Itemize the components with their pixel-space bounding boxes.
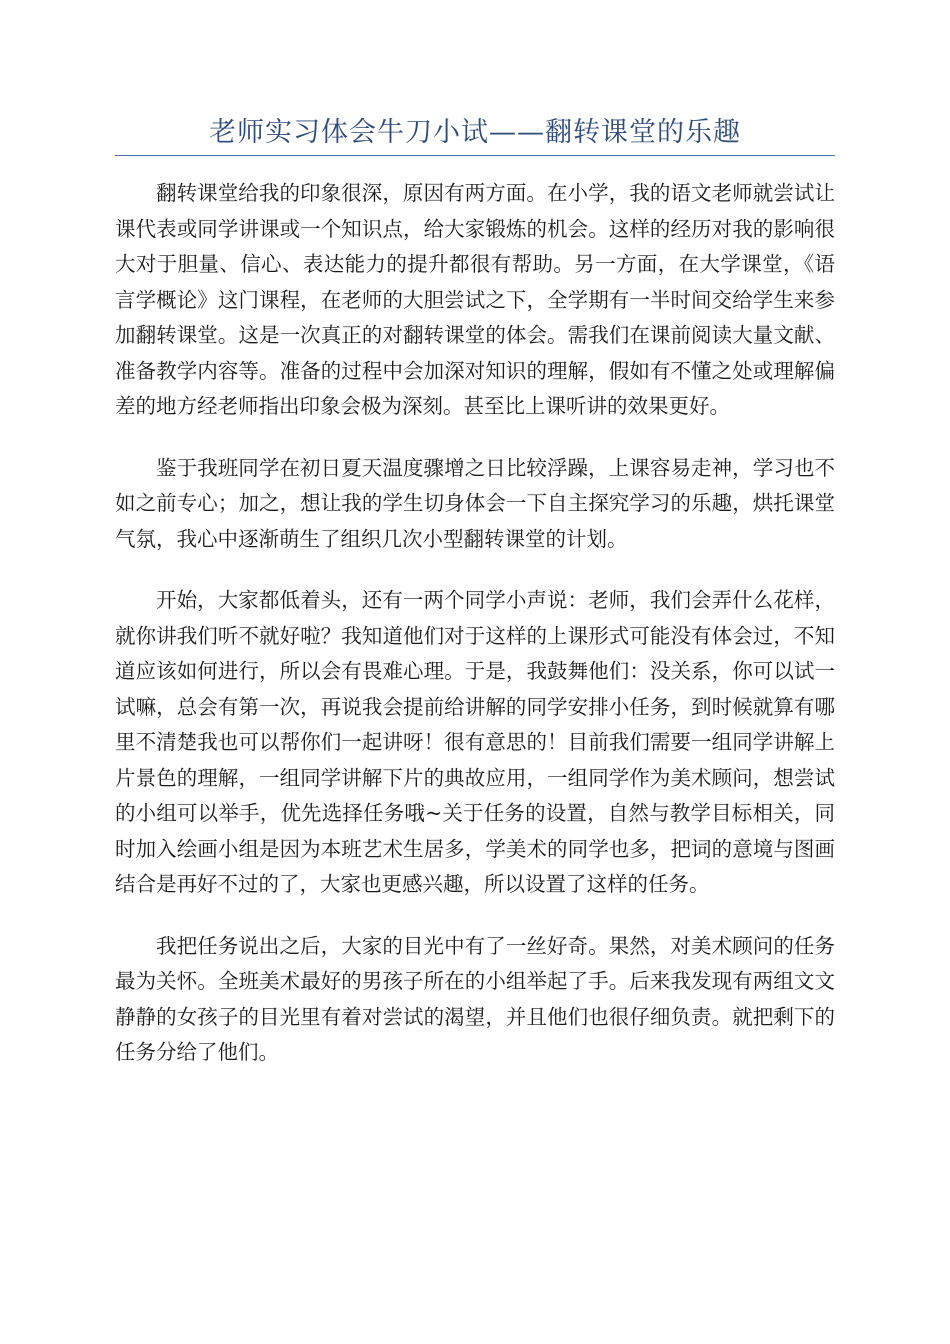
paragraph-1: 翻转课堂给我的印象很深，原因有两方面。在小学，我的语文老师就尝试让课代表或同学讲课或一个知识点，给大家锻炼的机会。这样的经历对我的影响很大对于胆量、信心、表达能力的提升都很有帮助。另一方面，在大学课堂，《语言学概论》这门课程，在老师的大胆尝试之下，全学期有一半时间交给学生来参加翻转课堂。这是一次真正的对翻转课堂的体会。需我们在课前阅读大量文献、准备教学内容等。准备的过程中会加深对知识的理解，假如有不懂之处或理解偏差的地方经老师指出印象会极为深刻。甚至比上课听讲的效果更好。	[115, 181, 835, 418]
title-underline	[115, 155, 835, 156]
paragraph-3: 开始，大家都低着头，还有一两个同学小声说：老师，我们会弄什么花样，就你讲我们听不就好啦？我知道他们对于这样的上课形式可能没有体会过，不知道应该如何进行，所以会有畏难心理。于是，我鼓舞他们：没关系，你可以试一试嘛，总会有第一次，再说我会提前给讲解的同学安排小任务，到时候就算有哪里不清楚我也可以帮你们一起讲呀！很有意思的！目前我们需要一组同学讲解上片景色的理解，一组同学讲解下片的典故应用，一组同学作为美术顾问，想尝试的小组可以举手，优先选择任务哦~关于任务的设置，自然与教学目标相关，同时加入绘画小组是因为本班艺术生居多，学美术的同学也多，把词的意境与图画结合是再好不过的了，大家也更感兴趣，所以设置了这样的任务。	[115, 588, 835, 896]
paragraph-4: 我把任务说出之后，大家的目光中有了一丝好奇。果然，对美术顾问的任务最为关怀。全班美术最好的男孩子所在的小组举起了手。后来我发现有两组文文静静的女孩子的目光里有着对尝试的渴望，并且他们也很仔细负责。就把剩下的任务分给了他们。	[115, 933, 835, 1064]
document-title: 老师实习体会牛刀小试——翻转课堂的乐趣	[209, 117, 741, 148]
document-body	[115, 176, 835, 1097]
paragraph-2: 鉴于我班同学在初日夏天温度骤增之日比较浮躁，上课容易走神，学习也不如之前专心；加之，想让我的学生切身体会一下自主探究学习的乐趣，烘托课堂气氛，我心中逐渐萌生了组织几次小型翻转课堂的计划。	[115, 455, 835, 551]
